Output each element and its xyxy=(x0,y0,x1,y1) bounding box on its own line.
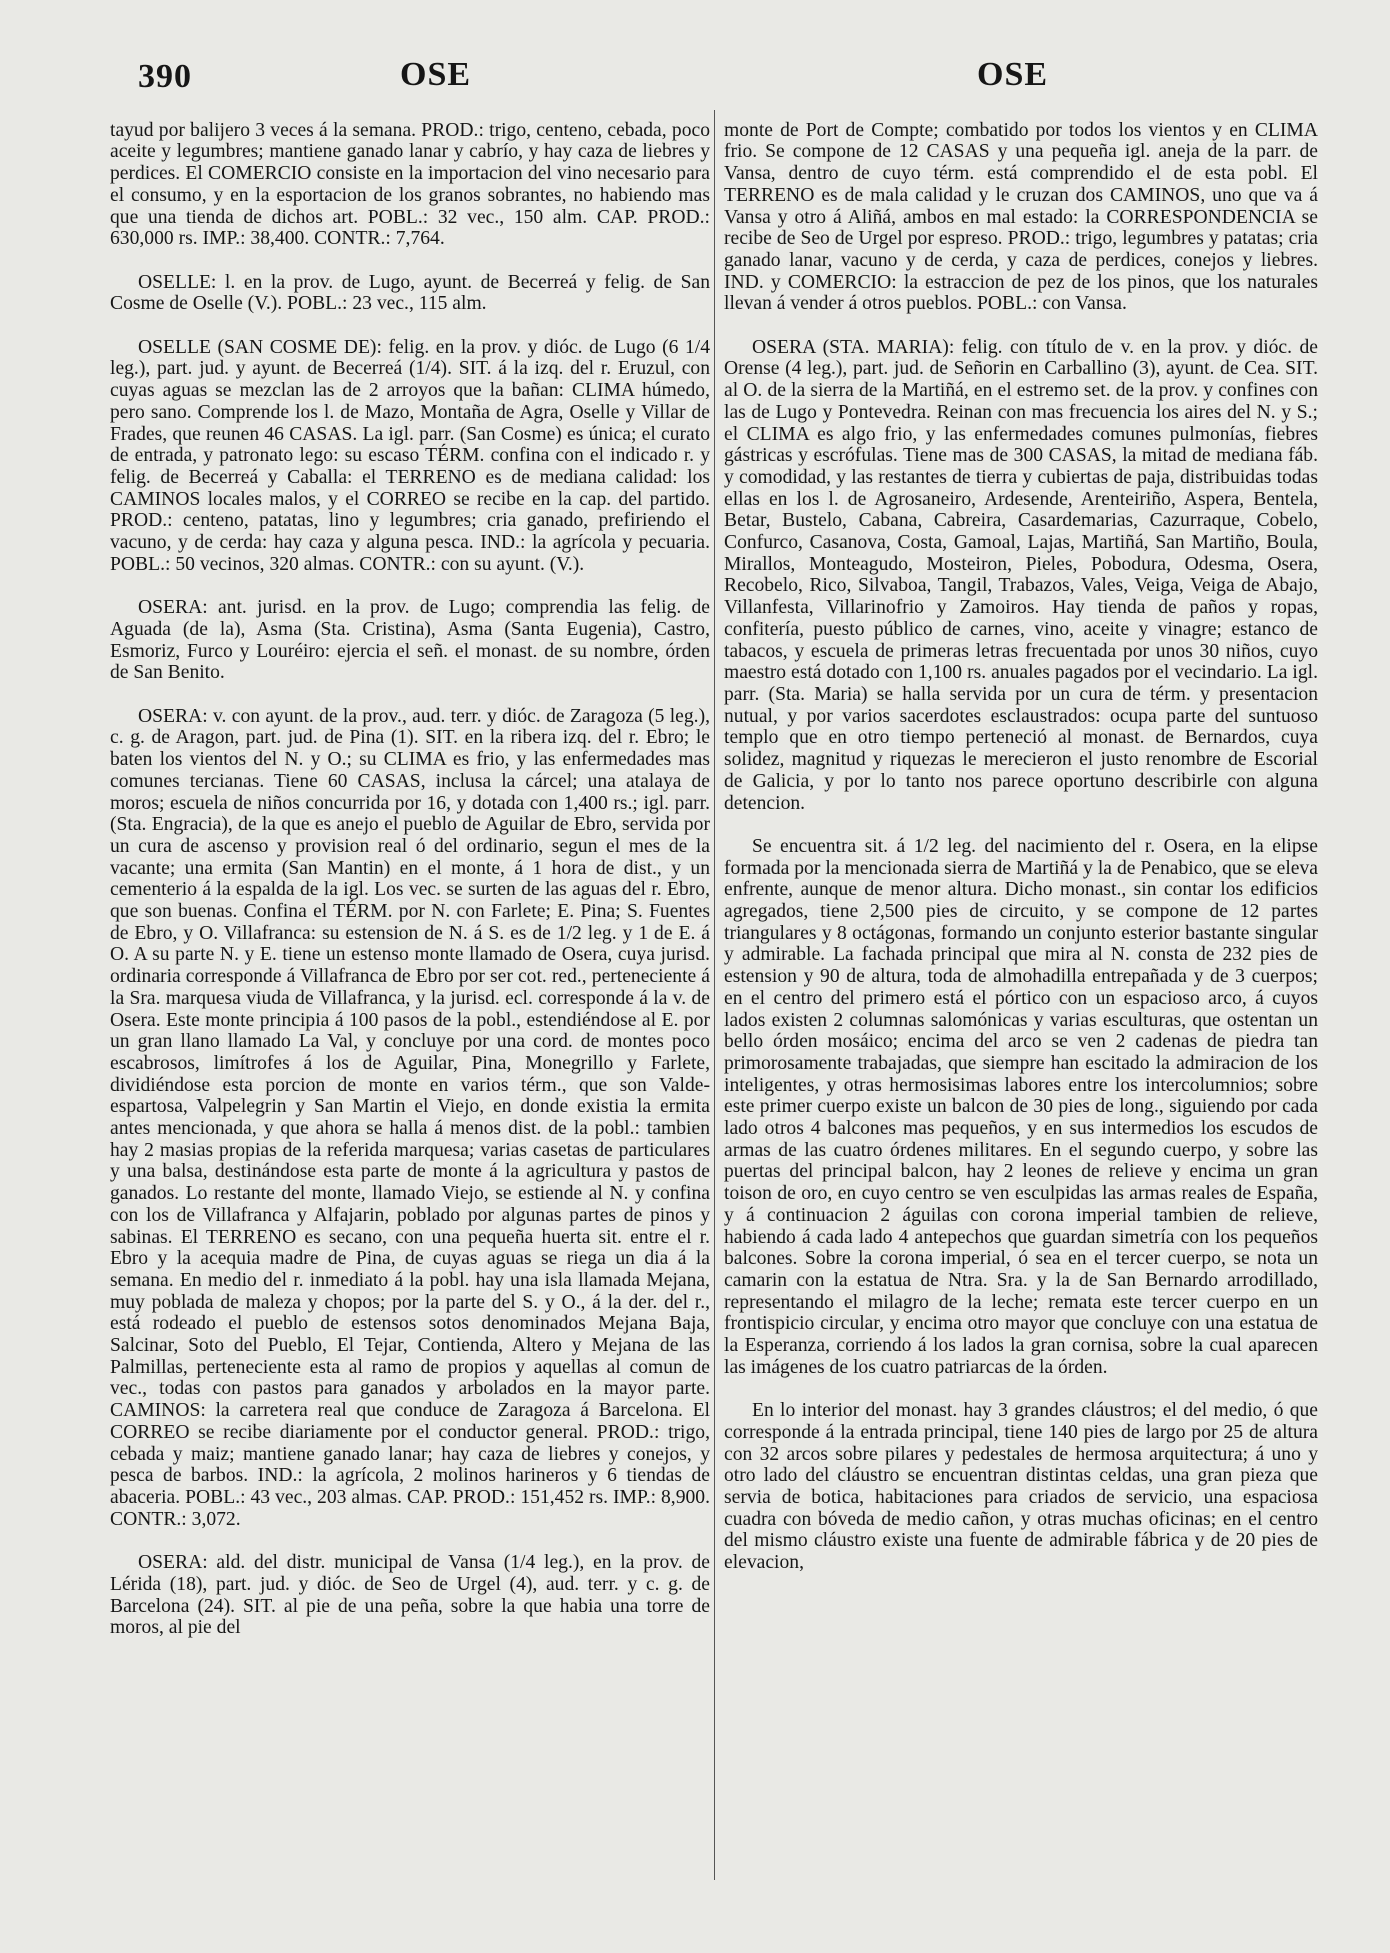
page-number: 390 xyxy=(138,58,192,95)
entry-paragraph: tayud por balijero 3 veces á la semana. PROD.: trigo, centeno, cebada, poco aceite y legumbres; mantiene ganado lanar y cabrío, y hay caza de liebres y perdices. El COMERCIO consiste en la importacion del vino necesario para el consumo, y en la esportacion de los granos sobrantes, no habiendo mas que una tienda de dichos art. POBL.: 32 vec., 150 alm. CAP. PROD.: 630,000 rs. IMP.: 38,400. CONTR.: 7,764. xyxy=(110,119,710,250)
entry-paragraph: OSERA: ald. del distr. municipal de Vansa (1/4 leg.), en la prov. de Lérida (18), part. jud. y dióc. de Seo de Urgel (4), aud. terr. y c. g. de Barcelona (24). SIT. al pie de una peña, sobre la que habia una torre de moros, al pie del xyxy=(110,1552,710,1639)
left-column xyxy=(110,98,710,1661)
page-header xyxy=(0,52,1390,98)
right-column xyxy=(724,98,1318,1596)
entry-paragraph: En lo interior del monast. hay 3 grandes cláustros; el del medio, ó que corresponde á la entrada principal, tiene 140 pies de largo por 25 de altura con 32 arcos sobre pilares y pedestales de hermosa arquitectura; á uno y otro lado del cláustro se encuentran distintas celdas, una gran pieza que servia de botica, habitaciones para criados de servicio, una espaciosa cuadra con bóveda de medio cañon, y otras muchas oficinas; en el centro del mismo cláustro existe una fuente de admirable fábrica y de 20 pies de elevacion, xyxy=(724,1400,1318,1574)
entry-paragraph: Se encuentra sit. á 1/2 leg. del nacimiento del r. Osera, en la elipse formada por la mencionada sierra de Martiñá y la de Penabico, que se eleva enfrente, aunque de menor altura. Dicho monast., sin contar los edificios agregados, tiene 2,500 pies de circuito, y se compone de 12 partes triangulares y 8 octágonas, formando un conjunto esterior bastante singular y admirable. La fachada principal que mira al N. consta de 232 pies de estension y 90 de altura, toda de almohadilla entrepañada y de 3 cuerpos; en el centro del primero está el pórtico con un espacioso arco, á cuyos lados existen 2 columnas salomónicas y varias esculturas, que ostentan un bello órden mosáico; encima del arco se ven 2 cadenas de piedra tan primorosamente trabajadas, que siempre han escitado la admiracion de los inteligentes, y otras hermosisimas labores entre los intercolumnios; sobre este primer cuerpo existe un balcon de 30 pies de long., siguiendo por cada lado otros 4 balcones mas pequeños, y en sus intermedios los escudos de armas de las cuatro órdenes militares. En el segundo cuerpo, y sobre las puertas del principal balcon, hay 2 leones de relieve y encima un gran toison de oro, en cuyo centro se ven esculpidas las armas reales de España, y á continuacion 2 águilas con corona imperial tambien de relieve, habiendo á cada lado 4 antepechos que guardan simetría con los pequeños balcones. Sobre la corona imperial, ó sea en el tercer cuerpo, se nota un camarin con la estatua de Ntra. Sra. y la de San Bernardo arrodillado, representando el milagro de la leche; remata este tercer cuerpo en un frontispicio circular, y encima otro mayor que concluye con una estatua de la Esperanza, corriendo á los lados la gran cornisa, sobre la cual aparecen las imágenes de los cuatro patriarcas de la órden. xyxy=(724,835,1318,1378)
entry-paragraph: OSELLE (SAN COSME DE): felig. en la prov. y dióc. de Lugo (6 1/4 leg.), part. jud. y ayunt. de Becerreá (1/4). SIT. á la izq. del r. Eruzul, con cuyas aguas se mezclan las de 2 arroyos que la bañan: CLIMA húmedo, pero sano. Comprende los l. de Mazo, Montaña de Agra, Oselle y Villar de Frades, que reunen 46 CASAS. La igl. parr. (San Cosme) es única; el curato de entrada, y patronato lego: su escaso TÉRM. confina con el indicado r. y felig. de Becerreá y Caballa: el TERRENO es de mediana calidad: los CAMINOS locales malos, y el CORREO se recibe en la cap. del partido. PROD.: centeno, patatas, lino y legumbres; cria ganado, prefiriendo el vacuno, y de cerda: hay caza y alguna pesca. IND.: la agrícola y pecuaria. POBL.: 50 vecinos, 320 almas. CONTR.: con su ayunt. (V.). xyxy=(110,336,710,575)
entry-paragraph: OSELLE: l. en la prov. de Lugo, ayunt. de Becerreá y felig. de San Cosme de Oselle (V.). POBL.: 23 vec., 115 alm. xyxy=(110,271,710,315)
entry-paragraph: OSERA: v. con ayunt. de la prov., aud. terr. y dióc. de Zaragoza (5 leg.), c. g. de Aragon, part. jud. de Pina (1). SIT. en la ribera izq. del r. Ebro; le baten los vientos del N. y O.; su CLIMA es frio, y las enfermedades mas comunes tercianas. Tiene 60 CASAS, inclusa la cárcel; una atalaya de moros; escuela de niños concurrida por 16, y dotada con 1,400 rs.; igl. parr. (Sta. Engracia), de la que es anejo el pueblo de Aguilar de Ebro, servida por un cura de ascenso y provision real ó del ordinario, segun el mes de la vacante; una ermita (San Mantin) en el monte, á 1 hora de dist., y un cementerio á la espalda de la igl. Los vec. se surten de las aguas del r. Ebro, que son buenas. Confina el TÉRM. por N. con Farlete; E. Pina; S. Fuentes de Ebro, y O. Villafranca: su estension de N. á S. es de 1/2 leg. y 1 de E. á O. A su parte N. y E. tiene un estenso monte llamado de Osera, cuya jurisd. ordinaria corresponde á Villafranca de Ebro por ser cot. red., perteneciente á la Sra. marquesa viuda de Villafranca, y la jurisd. ecl. corresponde á la v. de Osera. Este monte principia á 100 pasos de la pobl., estendiéndose al E. por un gran llano llamado La Val, y concluye por una cord. de montes poco escabrosos, limítrofes á los de Aguilar, Pina, Monegrillo y Farlete, dividiéndose esta porcion de monte en varios térm., que son Valde-espartosa, Valpelegrin y San Martin el Viejo, en donde existia la ermita antes mencionada, y que ahora se halla á menos dist. de la pobl.: tambien hay 2 masias propias de la referida marquesa; varias casetas de particulares y una balsa, destinándose esta parte de monte á la agricultura y pastos de ganados. Lo restante del monte, llamado Viejo, se estiende al N. y confina con los de Villafranca y Alfajarin, poblado por algunas partes de pinos y sabinas. El TERRENO es secano, con una pequeña huerta sit. entre el r. Ebro y la acequia madre de Pina, de cuyas aguas se riega un dia á la semana. En medio del r. inmediato á la pobl. hay una isla llamada Mejana, muy poblada de maleza y chopos; por la parte del S. y O., á la der. del r., está rodeado el pueblo de estensos sotos denominados Mejana Baja, Salcinar, Soto del Pueblo, El Tejar, Contienda, Altero y Mejana de las Palmillas, perteneciente esta al ramo de propios y aquellas al comun de vec., todas con pastos para ganados y arbolados en la mayor parte. CAMINOS: la carretera real que conduce de Zaragoza á Barcelona. El CORREO se recibe diariamente por el conductor general. PROD.: trigo, cebada y maiz; mantiene ganado lanar; hay caza de liebres y conejos, y pesca de barbos. IND.: la agrícola, 2 molinos harineros y 6 tiendas de abaceria. POBL.: 43 vec., 203 almas. CAP. PROD.: 151,452 rs. IMP.: 8,900. CONTR.: 3,072. xyxy=(110,705,710,1530)
entry-paragraph: OSERA: ant. jurisd. en la prov. de Lugo; comprendia las felig. de Aguada (de la), Asma (Sta. Cristina), Asma (Santa Eugenia), Castro, Esmoriz, Furco y Louréiro: ejercia el señ. el monast. de su nombre, órden de San Benito. xyxy=(110,597,710,684)
entry-paragraph: monte de Port de Compte; combatido por todos los vientos y en CLIMA frio. Se compone de 12 CASAS y una pequeña igl. aneja de la parr. de Vansa, dentro de cuyo térm. está comprendido el de esta pobl. El TERRENO es de mala calidad y le cruzan dos CAMINOS, uno que va á Vansa y otro á Aliñá, ambos en mal estado: la CORRESPONDENCIA se recibe de Seo de Urgel por espreso. PROD.: trigo, legumbres y patatas; cria ganado lanar, vacuno y de cerda, y caza de perdices, conejos y liebres. IND. y COMERCIO: la estraccion de pez de los pinos, que los naturales llevan á vender á otros pueblos. POBL.: con Vansa. xyxy=(724,119,1318,315)
entry-paragraph: OSERA (STA. MARIA): felig. con título de v. en la prov. y dióc. de Orense (4 leg.), part. jud. de Señorin en Carballino (3), ayunt. de Cea. SIT. al O. de la sierra de la Martiñá, en el estremo set. de la prov. y confines con las de Lugo y Pontevedra. Reinan con mas frecuencia los aires del N. y S.; el CLIMA es algo frio, y las enfermedades comunes pulmonías, fiebres gástricas y escrófulas. Tiene mas de 300 CASAS, la mitad de mediana fáb. y comodidad, y las restantes de tierra y cubiertas de paja, distribuidas todas ellas en los l. de Agrosaneiro, Ardesende, Arenteiriño, Aspera, Bentela, Betar, Bustelo, Cabana, Cabreira, Casardemarias, Cazurraque, Cobelo, Confurco, Casanova, Costa, Gamoal, Lajas, Martiñá, San Martiño, Boula, Mirallos, Monteagudo, Mosteiron, Pieles, Pobodura, Odesma, Osera, Recobelo, Rico, Silvaboa, Tangil, Trabazos, Vales, Veiga, Veiga de Abajo, Villanfesta, Villarinofrio y Zamoiros. Hay tienda de paños y ropas, confitería, puesto público de carnes, vino, aceite y vinagre; estanco de tabacos, y escuela de primeras letras frecuentada por unos 30 niños, cuyo maestro está dotado con 1,100 rs. anuales pagados por el vecindario. La igl. parr. (Sta. Maria) se halla servida por un cura de térm. y presentacion nutual, y por varios sacerdotes esclaustrados: ocupa parte del suntuoso templo que en otro tiempo perteneció al monast. de Bernardos, cuya solidez, magnitud y riquezas le merecieron el justo renombre de Escorial de Galicia, y por lo tanto nos parece oportuno describirle con alguna detencion. xyxy=(724,336,1318,814)
column-divider xyxy=(714,110,715,1880)
left-running-head: OSE xyxy=(400,56,472,93)
right-running-head: OSE xyxy=(977,56,1049,93)
